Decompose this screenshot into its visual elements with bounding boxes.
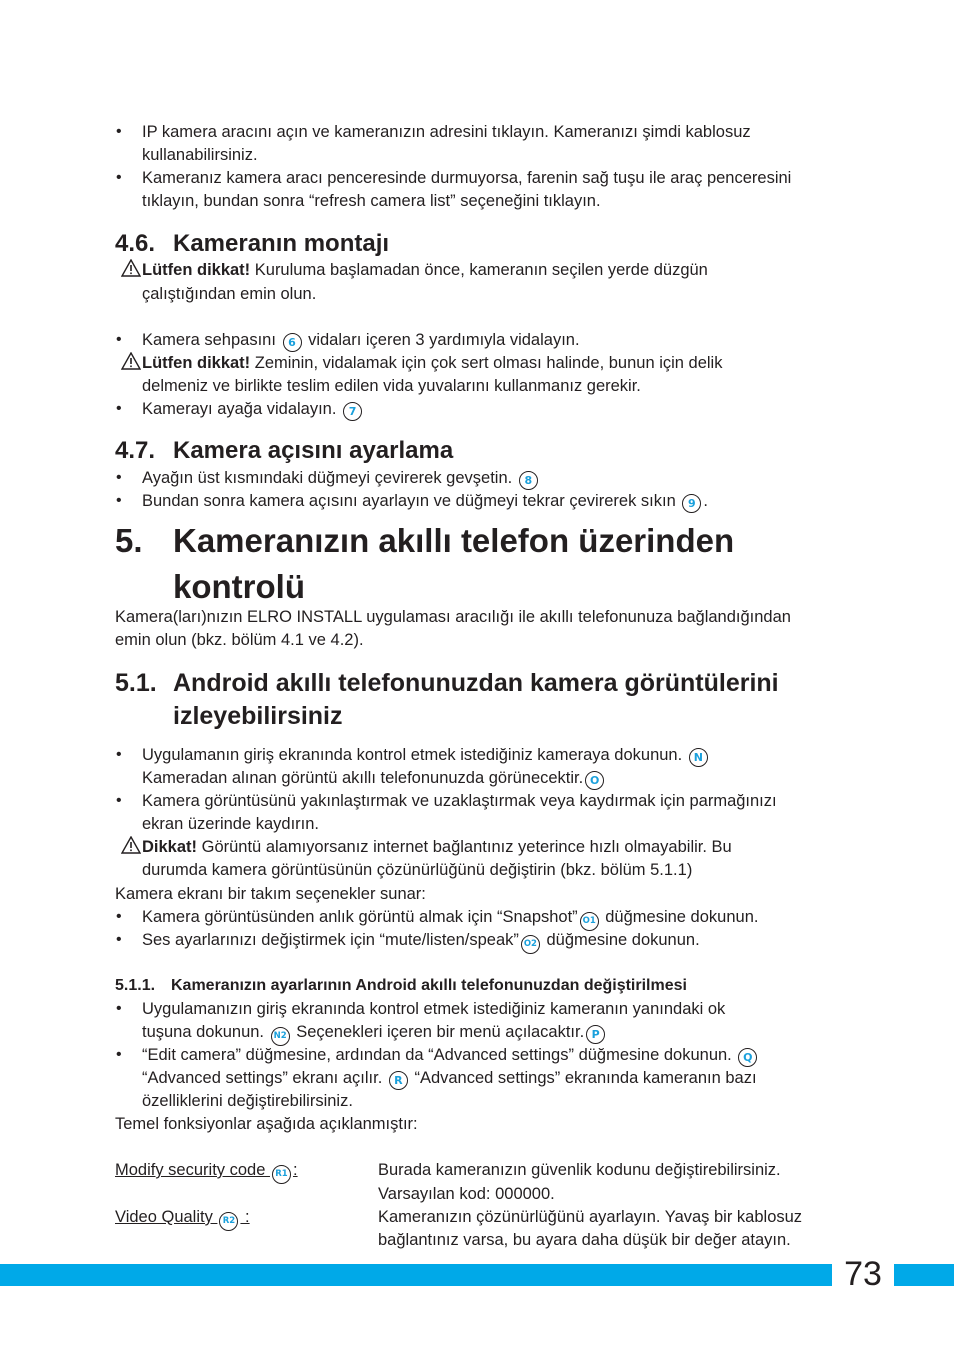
top-bullet-1-line-2: kullanabilirsiniz. [142,146,258,164]
bullet-text: vidaları içeren 3 yardımıyla vidalayın. [303,331,580,349]
warning-triangle-icon [121,352,141,370]
s47-bullet-1 [142,468,540,490]
section-4-7-heading [115,436,453,466]
bullet-text: düğmesine dokunun. [600,908,759,926]
ref-marker-R1: R1 [272,1165,291,1184]
ref-marker-P: P [586,1025,605,1044]
section-number: 4.7. [115,437,156,464]
bullet-dot: • [116,123,122,140]
s511-bullet-1-line-1: Uygulamanızın giriş ekranında kontrol etmek istediğiniz kameranın yanındaki ok [142,1000,726,1018]
definition-desc-security-code-line-2: Varsayılan kod: 000000. [378,1185,555,1203]
section-number: 5.1. [115,669,157,697]
bullet-dot: • [116,931,122,948]
warning-note-2-line-1 [142,353,722,373]
ref-marker-O1: O1 [580,912,599,931]
chapter-5-heading-line-2: kontrolü [173,568,305,605]
ref-marker-R: R [389,1071,408,1090]
bullet-text: tuşuna dokunun. [142,1023,269,1041]
ref-marker-N2: N2 [271,1027,290,1046]
bullet-text: Kamera sehpasını [142,331,281,349]
top-bullet-2-line-1: Kameranız kamera aracı penceresinde durmuyorsa, farenin sağ tuşu ile araç penceresini [142,169,792,187]
bullet-dot: • [116,1000,122,1017]
definition-term-video-quality [115,1207,250,1231]
bullet-text: “Advanced settings” ekranında kameranın bazı [409,1069,757,1087]
warning-note-1-line-1 [142,260,708,280]
bullet-text: “Edit camera” düğmesine, ardından da “Advanced settings” düğmesine dokunun. [142,1046,737,1064]
definition-desc-video-quality-line-2: bağlantınız varsa, bu ayara daha düşük bir değer atayın. [378,1231,791,1249]
s51-bullet-1-line-2 [142,768,606,790]
top-bullet-2-line-2: tıklayın, bundan sonra “refresh camera list” seçeneğini tıklayın. [142,192,601,210]
ref-marker-7: 7 [343,402,362,421]
section-title: Kameranın montajı [173,230,390,257]
bullet-dot: • [116,169,122,186]
bullet-dot: • [116,400,122,417]
warning-text: Kuruluma başlamadan önce, kameranın seçilen yerde düzgün [250,261,708,279]
warning-note-3-line-2: durumda kamera görüntüsünün çözünürlüğünü değiştirin (bkz. bölüm 5.1.1) [142,861,693,879]
section-5-1-heading-line-2: izleyebilirsiniz [173,702,343,730]
s511-bullet-2-line-1 [142,1045,759,1067]
chapter-5-heading-line-1 [115,519,734,563]
bullet-text: Kameradan alınan görüntü akıllı telefonunuzda görünecektir. [142,769,584,787]
ref-marker-8: 8 [519,471,538,490]
chapter-5-paragraph-line-2: emin olun (bkz. bölüm 4.1 ve 4.2). [115,631,364,649]
s511-bullet-1-line-2 [142,1022,607,1046]
s51-paragraph: Kamera ekranı bir takım seçenekler sunar: [115,885,426,903]
ref-marker-N: N [689,748,708,767]
s511-bullet-2-line-3: özelliklerini değiştirebilirsiniz. [142,1092,353,1110]
warning-note-1-line-2: çalıştığından emin olun. [142,285,317,303]
bullet-text: Kamerayı ayağa vidalayın. [142,400,342,418]
s47-bullet-2 [142,491,708,513]
bullet-dot: • [116,469,122,486]
bullet-dot: • [116,1046,122,1063]
warning-label: Dikkat! [142,838,198,856]
s511-bullet-2-line-2 [142,1068,757,1090]
ref-marker-O: O [585,771,604,790]
bullet-text: Bundan sonra kamera açısını ayarlayın ve düğmeyi tekrar çevirerek sıkın [142,492,681,510]
bullet-text: . [703,492,708,510]
warning-text: Görüntü alamıyorsanız internet bağlantınız yeterince hızlı olmayabilir. Bu [197,838,732,856]
bullet-dot: • [116,492,122,509]
warning-label: Lütfen dikkat! [142,261,251,279]
ref-marker-R2: R2 [219,1212,238,1231]
s511-paragraph: Temel fonksiyonlar aşağıda açıklanmıştır: [115,1115,418,1133]
s46-bullet-2 [142,399,364,421]
section-5-1-heading-line-1 [115,668,779,698]
section-title: Android akıllı telefonunuzdan kamera görüntülerini [173,669,779,697]
ref-marker-6: 6 [283,333,302,352]
ref-marker-Q: Q [738,1048,757,1067]
section-4-6-heading [115,229,389,259]
warning-label: Lütfen dikkat! [142,354,251,372]
s51-bullet-2-line-2: ekran üzerinde kaydırın. [142,815,320,833]
term-label: Video Quality [115,1208,218,1226]
bullet-dot: • [116,792,122,809]
bullet-dot: • [116,746,122,763]
bullet-text: düğmesine dokunun. [541,931,700,949]
bullet-text: “Advanced settings” ekranı açılır. [142,1069,387,1087]
warning-triangle-icon [121,259,141,277]
bullet-text: Seçenekleri içeren bir menü açılacaktır. [291,1023,585,1041]
s46-bullet-1 [142,330,580,352]
bullet-dot: • [116,331,122,348]
section-title: Kameranızın ayarlarının Android akıllı telefonunuzdan değiştirilmesi [171,977,687,994]
s51-bullet-4 [142,930,700,954]
term-colon: : [292,1161,298,1179]
ref-marker-O2: O2 [521,935,540,954]
bullet-text: Ses ayarlarınızı değiştirmek için “mute/listen/speak” [142,931,519,949]
top-bullet-1-line-1: IP kamera aracını açın ve kameranızın adresini tıklayın. Kameranızı şimdi kablosuz [142,123,751,141]
bullet-text: Ayağın üst kısmındaki düğmeyi çevirerek gevşetin. [142,469,517,487]
definition-desc-security-code-line-1: Burada kameranızın güvenlik kodunu değiştirebilirsiniz. [378,1161,781,1179]
page-number: 73 [844,1255,882,1293]
definition-term-security-code [115,1160,298,1184]
s51-bullet-1-line-1 [142,745,710,767]
section-number: 5.1.1. [115,977,156,994]
chapter-5-paragraph-line-1: Kamera(ları)nızın ELRO INSTALL uygulaması aracılığı ile akıllı telefonunuza bağlandığından [115,608,791,626]
term-label: Modify security code [115,1161,270,1179]
s51-bullet-3 [142,907,758,931]
chapter-number: 5. [115,522,143,559]
section-title: Kamera açısını ayarlama [173,437,454,464]
term-colon: : [240,1208,250,1226]
warning-note-3-line-1 [142,837,732,857]
ref-marker-9: 9 [682,494,701,513]
s51-bullet-2-line-1: Kamera görüntüsünü yakınlaştırmak ve uzaklaştırmak veya kaydırmak için parmağınızı [142,792,777,810]
section-5-1-1-heading [115,976,687,996]
chapter-title: Kameranızın akıllı telefon üzerinden [173,522,735,559]
footer-accent-bar [0,1264,954,1286]
definition-desc-video-quality-line-1: Kameranızın çözünürlüğünü ayarlayın. Yavaş bir kablosuz [378,1208,803,1226]
bullet-text: Kamera görüntüsünden anlık görüntü almak için “Snapshot” [142,908,578,926]
warning-triangle-icon [121,836,141,854]
warning-note-2-line-2: delmeniz ve birlikte teslim edilen vida yuvalarını kullanmanız gerekir. [142,377,641,395]
warning-text: Zeminin, vidalamak için çok sert olması halinde, bunun için delik [250,354,723,372]
bullet-text: Uygulamanın giriş ekranında kontrol etmek istediğiniz kameraya dokunun. [142,746,687,764]
section-number: 4.6. [115,230,156,257]
bullet-dot: • [116,908,122,925]
